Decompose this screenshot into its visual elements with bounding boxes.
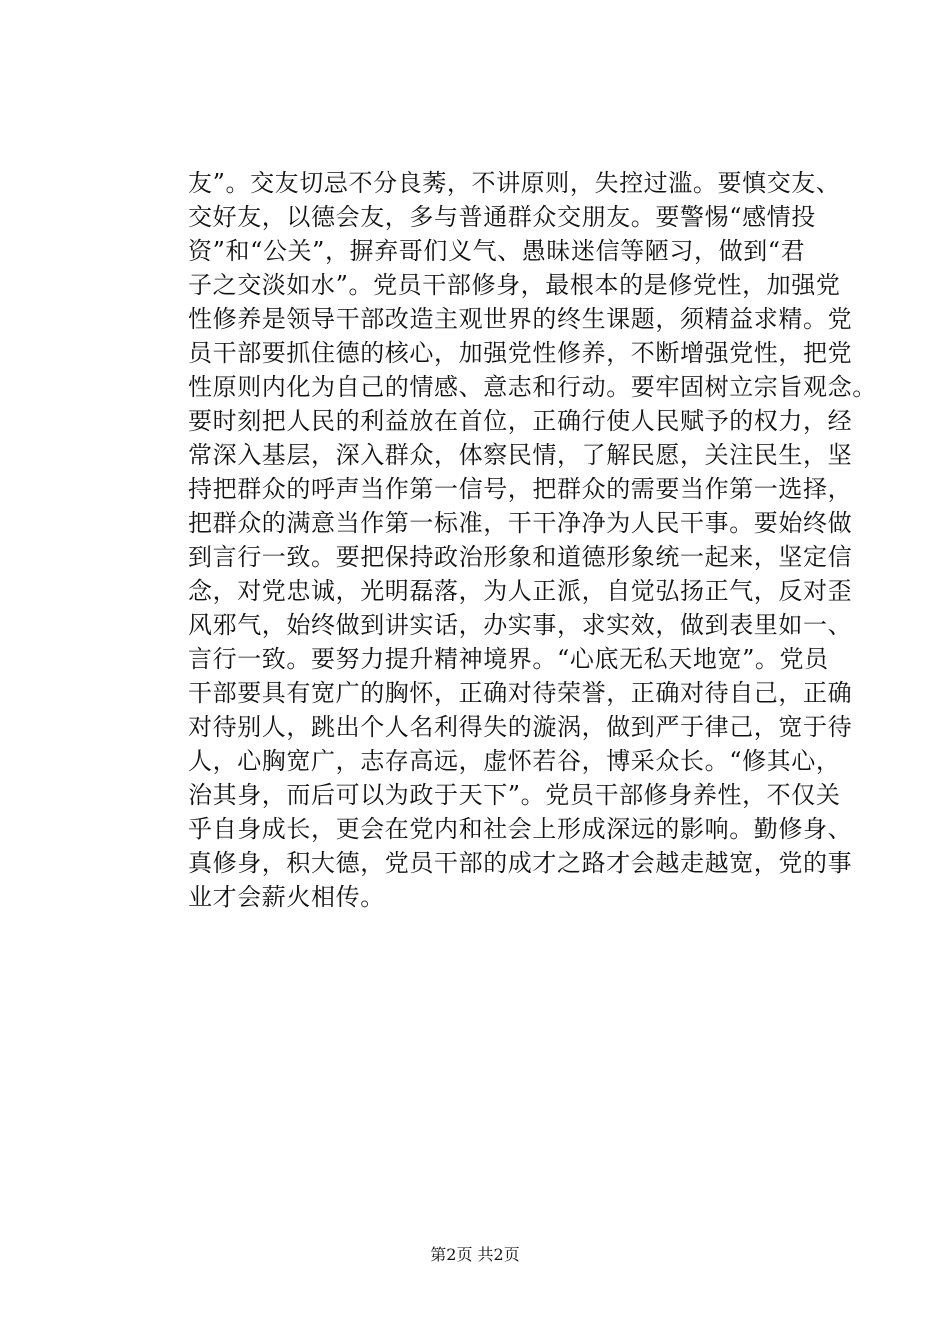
text-line: 持把群众的呼声当作第一信号，把群众的需要当作第一选择， [188,475,853,503]
text-line: 资”和“公关”，摒弃哥们义气、愚昧迷信等陋习，做到“君 [188,237,806,265]
body-text [188,166,877,914]
text-line: 言行一致。要努力提升精神境界。“心底无私天地宽”。党员 [188,645,829,673]
text-line: 友”。交友切忌不分良莠，不讲原则，失控过滥。要慎交友、 [188,169,841,197]
text-line: 要时刻把人民的利益放在首位，正确行使人民赋予的权力，经 [188,407,853,435]
text-line: 风邪气，始终做到讲实话，办实事，求实效，做到表里如一、 [188,611,853,639]
text-line: 真修身，积大德，党员干部的成才之路才会越走越宽，党的事 [188,849,853,877]
text-line: 业才会薪火相传。 [188,883,385,911]
text-line: 到言行一致。要把保持政治形象和道德形象统一起来，坚定信 [188,543,853,571]
text-line: 员干部要抓住德的核心，加强党性修养，不断增强党性，把党 [188,339,853,367]
page-footer [0,1245,950,1265]
text-line: 人，心胸宽广，志存高远，虚怀若谷，博采众长。“修其心， [188,747,841,775]
text-line: 干部要具有宽广的胸怀，正确对待荣誉，正确对待自己，正确 [188,679,853,707]
text-line: 治其身，而后可以为政于天下”。党员干部修身养性，不仅关 [188,781,841,809]
text-line: 念，对党忠诚，光明磊落，为人正派，自觉弘扬正气，反对歪 [188,577,853,605]
text-line: 常深入基层，深入群众，体察民情，了解民愿，关注民生，坚 [188,441,853,469]
text-line: 对待别人，跳出个人名利得失的漩涡，做到严于律己，宽于待 [188,713,853,741]
text-line: 性原则内化为自己的情感、意志和行动。要牢固树立宗旨观念。 [188,373,877,401]
text-line: 子之交淡如水”。党员干部修身，最根本的是修党性，加强党 [188,271,841,299]
text-line: 交好友，以德会友，多与普通群众交朋友。要警惕“感情投 [188,203,816,231]
text-line: 乎自身成长，更会在党内和社会上形成深远的影响。勤修身、 [188,815,853,843]
text-line: 把群众的满意当作第一标准，干干净净为人民干事。要始终做 [188,509,853,537]
page-number-label: 第2页 共2页 [430,1245,520,1264]
text-line: 性修养是领导干部改造主观世界的终生课题，须精益求精。党 [188,305,853,333]
